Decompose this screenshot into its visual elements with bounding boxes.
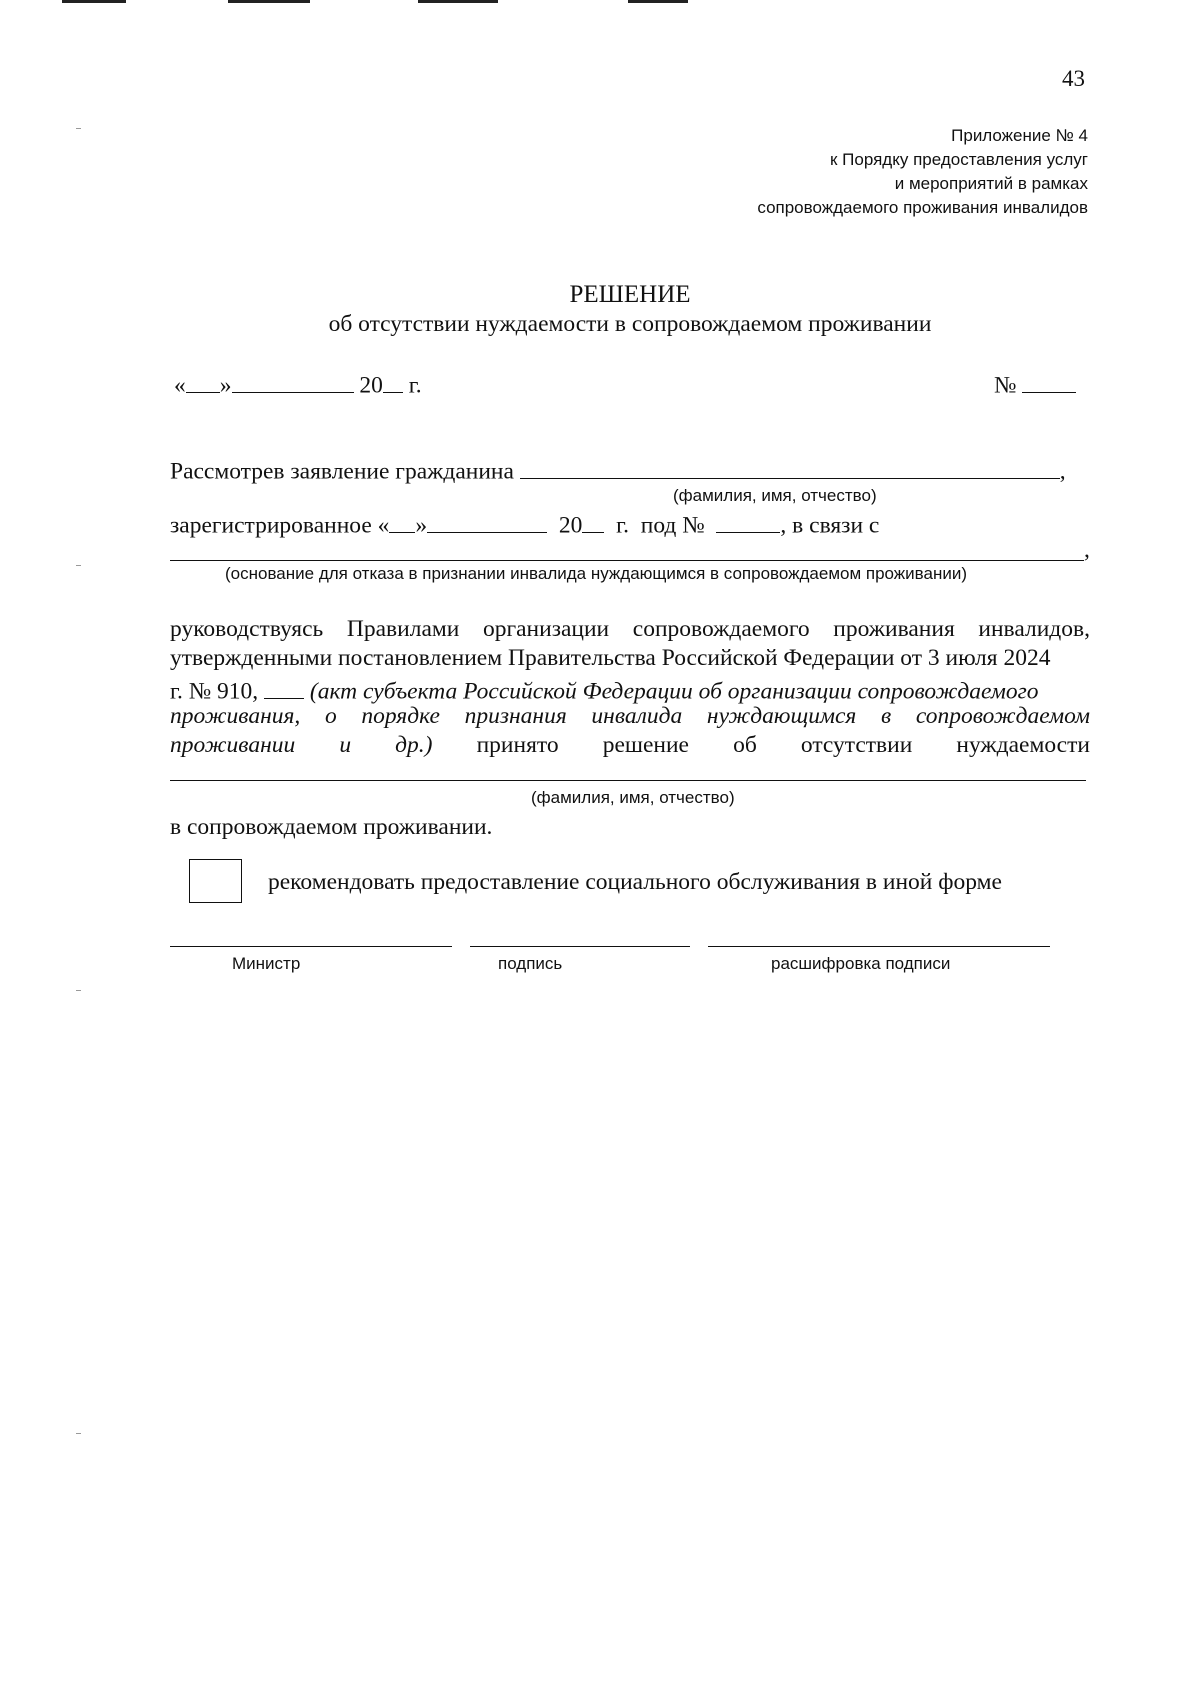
italic-note: (акт субъекта Российской Федерации об организации сопровождаемого [309,678,1039,705]
word: Правилами [346,616,460,642]
signature-blank[interactable] [470,946,690,947]
word: в [881,703,892,729]
checkbox-label: рекомендовать предоставление социального обслуживания в иной форме [268,869,1002,895]
in-connection-label: , в связи с [780,512,880,539]
application-line [170,454,1066,486]
scan-artifact [62,0,126,3]
word: о [324,703,337,729]
signature-caption: подпись [498,954,563,973]
under-number-label: под № [640,512,705,539]
word: признания [464,703,567,729]
appendix-line: сопровождаемого проживания инвалидов [757,198,1088,217]
word: проживания [833,616,955,642]
word: инвалида [591,703,683,729]
person-name-blank[interactable] [170,780,1086,781]
appendix-line: к Порядку предоставления услуг [830,150,1088,169]
year-suffix: г. [408,372,422,399]
position-blank[interactable] [170,946,452,947]
quote-open: « [174,372,186,399]
word: проживания, [170,703,301,729]
reg-year-prefix: 20 [558,512,583,539]
paragraph-line-1 [170,616,1090,643]
reg-year-blank[interactable] [582,508,604,533]
number-sign: № [994,372,1017,399]
reg-year-suffix: г. [616,512,630,539]
quote-close: » [219,372,232,399]
quote-close: » [415,512,428,539]
word: сопровождаемого [632,616,810,642]
citizen-name-blank[interactable] [520,454,1060,479]
scan-artifact [76,990,81,991]
reg-month-blank[interactable] [427,508,547,533]
paragraph-line-3 [170,674,1039,706]
appendix-line: Приложение № 4 [951,126,1088,145]
word: решение [602,732,689,758]
number-blank[interactable] [1022,368,1076,393]
reg-day-blank[interactable] [389,508,415,533]
fio-caption: (фамилия, имя, отчество) [673,486,877,505]
word: нуждаемости [956,732,1090,758]
document-subtitle: об отсутствии нуждаемости в сопровождаемом проживании [328,311,932,337]
word: порядке [361,703,440,729]
scan-artifact [76,565,81,566]
paragraph-line-5 [170,732,1090,759]
scan-artifact [76,128,81,129]
page-number: 43 [1062,66,1085,91]
paragraph-line-2: утвержденными постановлением Правительства Российской Федерации от 3 июля 2024 [170,645,1051,671]
appendix-block [757,124,1088,220]
number-field[interactable] [994,368,1076,400]
month-blank[interactable] [232,368,354,393]
registered-label: зарегистрированное « [170,512,390,539]
signature-decoding-caption: расшифровка подписи [771,954,951,973]
reason-caption: (основание для отказа в признании инвалида нуждающимся в сопровождаемом проживании) [225,564,968,583]
scan-artifact [628,0,688,3]
reason-blank[interactable] [170,560,1084,561]
recommendation-checkbox[interactable] [189,859,242,903]
word: нуждающимся [706,703,857,729]
word: принято [476,732,559,758]
year-prefix: 20 [359,372,383,399]
decree-number: г. № 910, [170,678,259,705]
document-title: РЕШЕНИЕ [569,281,691,308]
word: руководствуясь [170,616,324,642]
date-field[interactable] [174,368,422,400]
signature-decoding-blank[interactable] [708,946,1050,947]
word: организации [482,616,610,642]
comma: , [1084,537,1090,563]
scan-artifact [418,0,498,3]
word: сопровождаемом [915,703,1090,729]
reg-number-blank[interactable] [716,508,780,533]
fio-caption: (фамилия, имя, отчество) [531,788,735,807]
comma: , [1059,458,1066,485]
word: проживании [170,732,296,758]
registered-line [170,508,879,540]
year-blank[interactable] [383,368,403,393]
paragraph-line-4 [170,703,1090,730]
word: отсутствии [800,732,913,758]
day-blank[interactable] [186,368,220,393]
regional-act-blank[interactable] [264,674,304,699]
scan-artifact [228,0,310,3]
appendix-line: и мероприятий в рамках [894,174,1088,193]
word: и [339,732,352,758]
position-caption: Министр [232,954,301,973]
word: др.) [395,732,433,758]
paragraph-closing: в сопровождаемом проживании. [170,814,493,840]
word: инвалидов, [978,616,1090,642]
scan-artifact [76,1433,81,1434]
word: об [733,732,757,758]
application-prefix: Рассмотрев заявление гражданина [170,458,514,485]
